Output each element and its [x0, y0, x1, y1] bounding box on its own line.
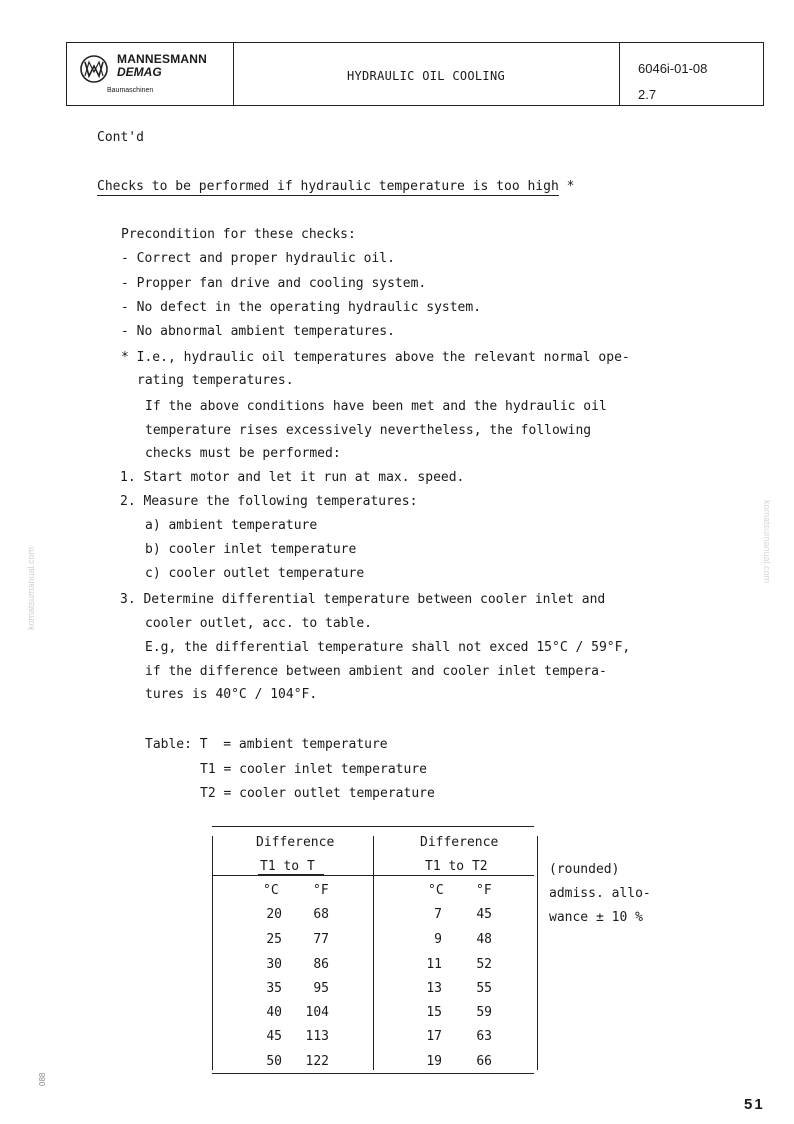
diff-t1-t-celsius: 40: [266, 1005, 282, 1020]
diff-t1-t-fahrenheit: 113: [305, 1029, 329, 1044]
diff-t1-t-fahrenheit: 86: [313, 957, 329, 972]
diff-t1-t2-fahrenheit: 59: [476, 1005, 492, 1020]
unit-fahrenheit: °F: [313, 883, 329, 898]
diff-t1-t-celsius: 35: [266, 981, 282, 996]
group2-title: Difference: [420, 835, 499, 850]
mannesmann-logo-icon: [79, 54, 109, 84]
unit-celsius: °C: [263, 883, 279, 898]
step-2-item: c) cooler outlet temperature: [145, 566, 365, 581]
heading-marker: *: [566, 179, 575, 194]
doc-number: 6046i-01-08: [638, 61, 708, 76]
unit-fahrenheit: °F: [476, 883, 492, 898]
diff-t1-t2-celsius: 11: [426, 957, 442, 972]
table-bottom-rule: [212, 1073, 534, 1074]
margin-code: 088: [38, 1072, 47, 1086]
diff-t1-t2-fahrenheit: 48: [476, 932, 492, 947]
page-title: HYDRAULIC OIL COOLING: [346, 69, 506, 83]
example-line: tures is 40°C / 104°F.: [145, 687, 318, 702]
unit-celsius: °C: [428, 883, 444, 898]
brand-division: Baumaschinen: [107, 87, 154, 94]
precondition-item: - Propper fan drive and cooling system.: [121, 276, 427, 291]
diff-t1-t2-fahrenheit: 52: [476, 957, 492, 972]
diff-t1-t2-fahrenheit: 55: [476, 981, 492, 996]
diff-t1-t2-celsius: 9: [434, 932, 442, 947]
diff-t1-t2-celsius: 15: [426, 1005, 442, 1020]
diff-t1-t-celsius: 20: [266, 907, 282, 922]
document-header: [66, 42, 764, 106]
group1-underline: [258, 874, 324, 875]
diff-t1-t-celsius: 50: [266, 1054, 282, 1069]
example-line: if the difference between ambient and cooler inlet tempera-: [145, 664, 607, 679]
legend-line: T2 = cooler outlet temperature: [200, 786, 435, 801]
watermark-left: komatsumanual.com: [26, 546, 36, 630]
doc-info-cell: [619, 43, 766, 105]
section-heading: Checks to be performed if hydraulic temperature is too high: [97, 179, 559, 194]
table-note: (rounded): [549, 862, 620, 877]
page-number: 51: [744, 1096, 765, 1113]
brand-cell: [67, 43, 234, 105]
step-2: 2. Measure the following temperatures:: [120, 494, 418, 509]
diff-t1-t-celsius: 25: [266, 932, 282, 947]
diff-t1-t2-celsius: 19: [426, 1054, 442, 1069]
diff-t1-t-fahrenheit: 122: [305, 1054, 329, 1069]
step-3: 3. Determine differential temperature between cooler inlet and: [120, 592, 606, 607]
watermark-right: komatsumanual.com: [762, 500, 772, 584]
diff-t1-t-fahrenheit: 77: [313, 932, 329, 947]
precondition-item: - Correct and proper hydraulic oil.: [121, 251, 395, 266]
diff-t1-t2-celsius: 17: [426, 1029, 442, 1044]
diff-t1-t2-fahrenheit: 66: [476, 1054, 492, 1069]
footnote-line: * I.e., hydraulic oil temperatures above the relevant normal ope-: [121, 350, 630, 365]
diff-t1-t2-celsius: 13: [426, 981, 442, 996]
group2-subtitle: T1 to T2: [425, 859, 488, 874]
condition-line: checks must be performed:: [145, 446, 341, 461]
example-line: E.g, the differential temperature shall not exced 15°C / 59°F,: [145, 640, 631, 655]
footnote-line: rating temperatures.: [137, 373, 294, 388]
diff-t1-t2-fahrenheit: 63: [476, 1029, 492, 1044]
group1-title: Difference: [256, 835, 335, 850]
table-note: wance ± 10 %: [549, 910, 643, 925]
continued-label: Cont'd: [97, 130, 144, 145]
step-2-item: b) cooler inlet temperature: [145, 542, 357, 557]
diff-t1-t-fahrenheit: 104: [305, 1005, 329, 1020]
diff-t1-t-fahrenheit: 68: [313, 907, 329, 922]
table-note: admiss. allo-: [549, 886, 651, 901]
table-left-rule: [212, 836, 213, 1070]
group1-subtitle: T1 to T: [260, 859, 315, 874]
diff-t1-t-celsius: 45: [266, 1029, 282, 1044]
legend-line: T1 = cooler inlet temperature: [200, 762, 427, 777]
step-1: 1. Start motor and let it run at max. speed.: [120, 470, 465, 485]
diff-t1-t2-fahrenheit: 45: [476, 907, 492, 922]
diff-t1-t-celsius: 30: [266, 957, 282, 972]
section-heading-row: [97, 179, 574, 195]
precondition-intro: Precondition for these checks:: [121, 227, 356, 242]
brand-subname: DEMAG: [117, 65, 162, 79]
brand-name: MANNESMANN: [117, 52, 207, 66]
diff-t1-t2-celsius: 7: [434, 907, 442, 922]
table-top-rule: [212, 826, 534, 827]
table-middle-rule: [373, 836, 374, 1070]
precondition-item: - No defect in the operating hydraulic system.: [121, 300, 482, 315]
step-2-item: a) ambient temperature: [145, 518, 318, 533]
revision-number: 2.7: [638, 87, 657, 102]
condition-line: temperature rises excessively nevertheless, the following: [145, 423, 592, 438]
step-3-continued: cooler outlet, acc. to table.: [145, 616, 372, 631]
precondition-item: - No abnormal ambient temperatures.: [121, 324, 395, 339]
legend-line: Table: T = ambient temperature: [145, 737, 388, 752]
diff-t1-t-fahrenheit: 95: [313, 981, 329, 996]
condition-line: If the above conditions have been met and the hydraulic oil: [145, 399, 607, 414]
table-right-rule: [537, 836, 538, 1070]
